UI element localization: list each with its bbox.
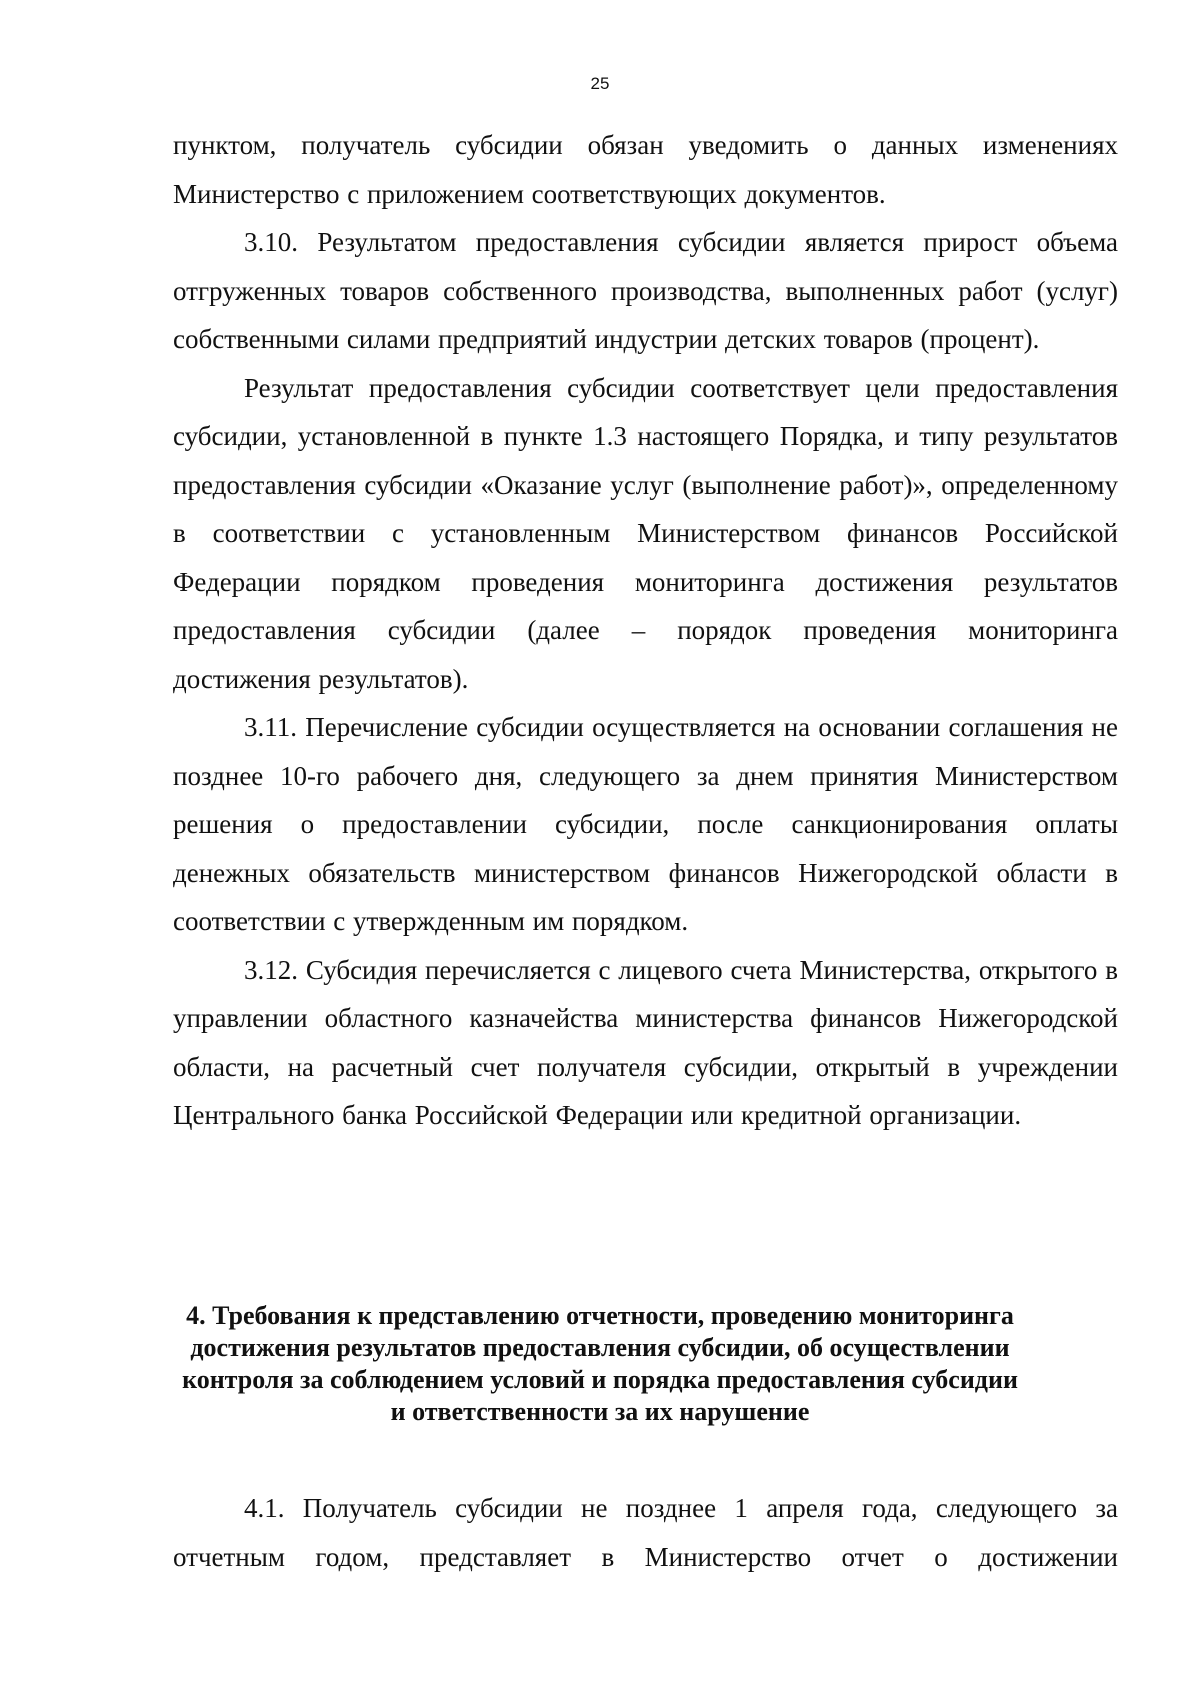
paragraph-subsidy-result: Результат предоставления субсидии соответствует цели предоставления субсидии, установленной в пункте 1.3 настоящего Порядка, и типу результатов предоставления субсидии «Оказание услуг (выполнение работ)», определенному в соответствии с установленным Министерством финансов Российской Федерации порядком проведения мониторинга достижения результатов предоставления субсидии (далее – порядок проведения мониторинга достижения результатов). — [173, 372, 1118, 694]
paragraph-4-1: 4.1. Получатель субсидии не позднее 1 апреля года, следующего за отчетным годом, представляет в Министерство отчет о достижении — [173, 1493, 1118, 1572]
document-body — [173, 121, 1118, 1140]
section-heading-line: достижения результатов предоставления субсидии, об осуществлении — [190, 1333, 1010, 1362]
section-body — [173, 1484, 1118, 1581]
section-heading — [0, 1300, 1200, 1428]
paragraph-3-10: 3.10. Результатом предоставления субсидии является прирост объема отгруженных товаров собственного производства, выполненных работ (услуг) собственными силами предприятий индустрии детских товаров (процент). — [173, 227, 1118, 354]
paragraph-continuation: пунктом, получатель субсидии обязан уведомить о данных изменениях Министерство с приложением соответствующих документов. — [173, 130, 1118, 209]
section-heading-line: 4. Требования к представлению отчетности, проведению мониторинга — [186, 1301, 1014, 1330]
paragraph-3-11: 3.11. Перечисление субсидии осуществляется на основании соглашения не позднее 10-го рабочего дня, следующего за днем принятия Министерством решения о предоставлении субсидии, после санкционирования оплаты денежных обязательств министерством финансов Нижегородской области в соответствии с утвержденным им порядком. — [173, 712, 1118, 936]
paragraph-3-12: 3.12. Субсидия перечисляется с лицевого счета Министерства, открытого в управлении областного казначейства министерства финансов Нижегородской области, на расчетный счет получателя субсидии, открытый в учреждении Центрального банка Российской Федерации или кредитной организации. — [173, 954, 1118, 1130]
page-number: 25 — [590, 74, 610, 93]
section-heading-line: и ответственности за их нарушение — [390, 1397, 810, 1426]
section-heading-line: контроля за соблюдением условий и порядка предоставления субсидии — [182, 1365, 1018, 1394]
